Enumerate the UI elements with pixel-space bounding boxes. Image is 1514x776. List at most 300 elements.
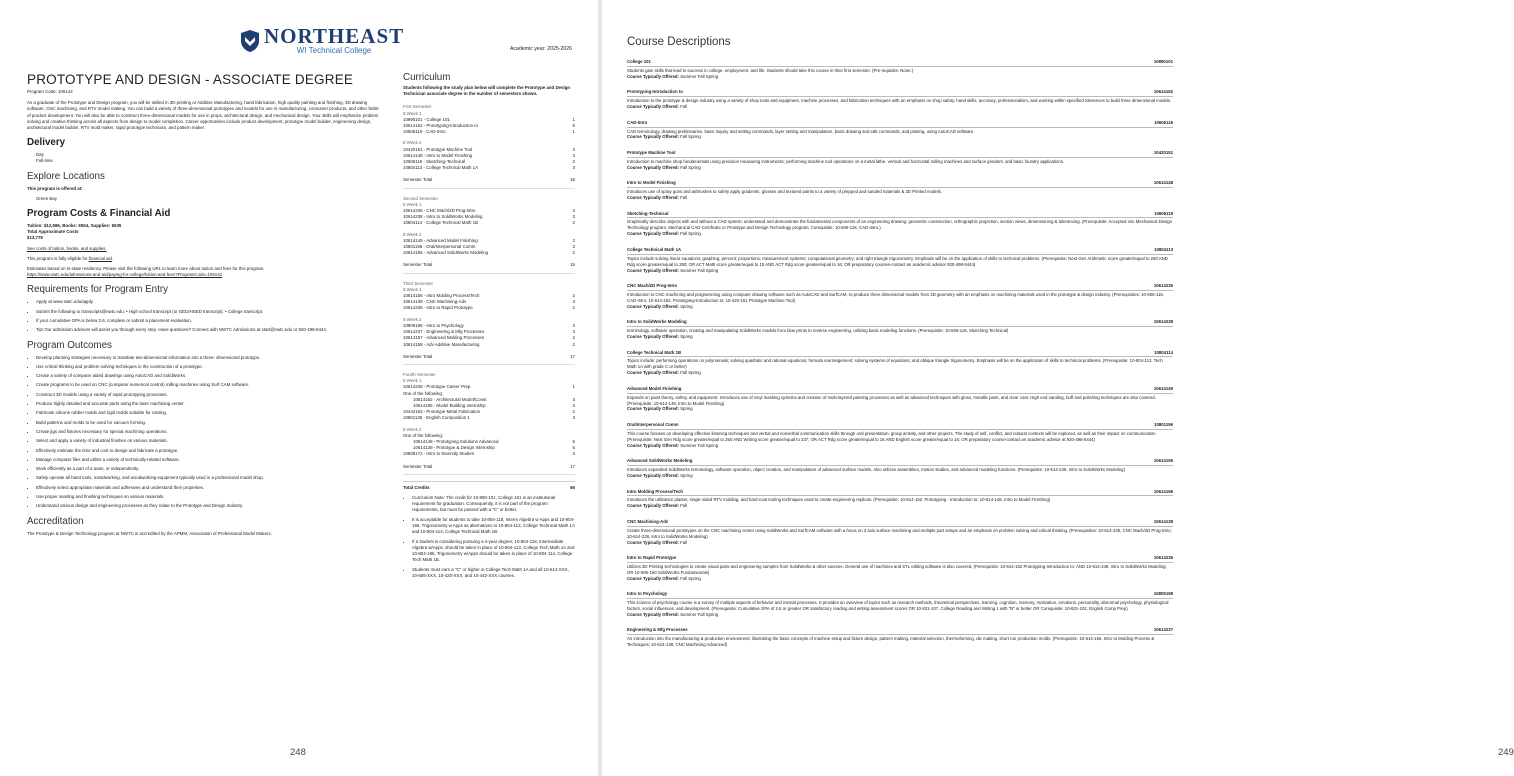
offered-label: Course Typically Offered: — [627, 575, 679, 581]
course-block — [627, 89, 1173, 110]
week-label: 8 Week 2 — [403, 426, 422, 432]
course-code: 10614235 — [1153, 283, 1173, 288]
program-description: As a graduate of the Prototype and Design program, you will be skilled in 3D printing or Additive Manufacturing, hand fabrication, high quality painting and finishing, 3D drawing software, CNC machining, and RTV model making. You can build a variety of three-dimensional prototypes and models for use in manufacturing, consumer products, and other fields of product development. You will also be able to construct three-dimensional models for use in props, architectural design, and mechanical design. Your skills will emphasize problem solving and creative thinking across all aspects from design to model completion. Career opportunities include product development, prototype model builder, engineering design, architectural model builder, RTV mold maker, rapid prototype technician, and pattern maker. — [27, 100, 379, 131]
curriculum-notes — [403, 495, 575, 579]
course-row — [403, 220, 575, 226]
course-header — [627, 247, 1173, 255]
course-credits: 2 — [572, 341, 575, 347]
course-block — [627, 489, 1173, 510]
costs-heading: Program Costs & Financial Aid — [27, 208, 171, 220]
course-desc: Utilizes 3D Printing technologies to create visual parts and engineering samples from SolidWorks & other sources. General use of machines and STL editing software is also covered. (Prerequisite: 10-614-152 Prototyping-Introduction to; AND 10-614-238, Intro to SolidWorks Modeling; OR 10-606-160 SolidWorks Fundamentals) — [627, 563, 1167, 575]
course-block — [627, 319, 1173, 340]
course-header — [627, 59, 1173, 67]
approx-costs-value: $13,775 — [27, 235, 43, 241]
left-page — [0, 0, 598, 776]
course-code: 10614149 — [1153, 385, 1173, 391]
offered-label: Course Typically Offered: — [627, 406, 679, 412]
course-name: 10804113 - College Technical Math 1A — [403, 165, 479, 171]
accreditation-heading: Accreditation — [27, 515, 84, 527]
offered-value: Fall — [680, 503, 688, 509]
course-desc: Create three-dimensional prototypes on the CNC machining center using SolidWorks and SurfCAM software with a focus on 3 axis surface machining and multiple part setups and an emphasis on problem solving and critical thinking. (Prerequisites: 10-614-235, CNC Mach/2D Prog-Intro; 10-614-238, Intro to SolidWorks Modeling) — [627, 527, 1172, 539]
course-title: Oral/Interpersonal Comm — [627, 421, 679, 427]
course-offered — [627, 304, 1173, 310]
tuition-line: Tuition: $12,686, Books: $554, Supplies: $535 — [27, 223, 122, 229]
logo-name: NORTHEAST — [264, 24, 405, 48]
course-row — [403, 342, 575, 348]
course-name: 10614157 - Advanced Molding Processes — [403, 335, 485, 341]
financial-aid-text: This program is fully eligible for — [27, 255, 89, 261]
course-credits: 2 — [572, 335, 575, 341]
offered-label: Course Typically Offered: — [627, 267, 679, 273]
course-offered — [627, 268, 1173, 274]
course-header — [627, 319, 1173, 327]
course-header — [627, 591, 1173, 599]
course-name: 10804114 - College Technical Math 1B — [403, 220, 479, 226]
course-offered — [627, 503, 1173, 509]
course-title: College Technical Math 1A — [627, 246, 682, 252]
course-header — [627, 350, 1173, 358]
course-name: One of the following: — [403, 432, 444, 438]
course-offered — [627, 370, 1173, 376]
course-name: 10614239 - Prototype Career Prep — [403, 384, 471, 390]
course-row — [403, 129, 575, 135]
course-code: 10614156 — [1153, 488, 1173, 494]
course-offered — [627, 612, 1173, 618]
course-credits: 3 — [572, 329, 575, 335]
course-header — [627, 489, 1173, 497]
course-block — [627, 120, 1173, 141]
course-code: 10614138 — [1153, 518, 1173, 524]
offered-value: Fall Spring — [680, 370, 701, 376]
outcome-item: • Safely operate all hand tools, metalworking, and woodworking equipment typically used in a professional model shop. — [36, 475, 382, 481]
offered-label: Course Typically Offered: — [627, 611, 679, 617]
curriculum-note: • It is acceptable for students to take 10-804-118, Interm Algebra w Apps and 10-804-196, Trigonometry w Apps as alternatives to 10-804-113, College Technical Math 1A and 10-804-114, College Technical Math 1B. — [412, 517, 575, 536]
course-credits: 3 — [572, 208, 575, 214]
offered-label: Course Typically Offered: — [627, 134, 679, 140]
outcome-item: • Build patterns and molds to be used for vacuum forming. — [36, 420, 382, 426]
total-credits-value: 65 — [570, 484, 575, 490]
semester-heading: Second Semester — [403, 195, 438, 201]
course-block — [627, 350, 1173, 377]
curriculum-note: • Students must earn a "C" or higher in College Tech Math 1A and all 10-614-XXX, 10-606-XXX, 10-420-XXX, and 10-442-XXX courses. — [412, 567, 575, 579]
course-title: College Technical Math 1B — [627, 349, 682, 355]
offered-label: Course Typically Offered: — [627, 104, 679, 110]
week-label: 8 Week 2 — [403, 140, 422, 146]
course-name: 10614156 - Intro Molding Process/Tech — [403, 293, 480, 299]
course-header — [627, 89, 1173, 97]
offered-label: Course Typically Offered: — [627, 370, 679, 376]
course-name: 10606116 - CAD-Intro — [403, 129, 446, 135]
offered-at-label: This program is offered at: — [27, 185, 83, 191]
course-desc: Expands on paint theory, safety, and equipment. Introduces use of vinyl masking systems and creation of multi-layered painting processes as well as advanced techniques with gloss, metallic paint, and clear coat. High end sanding, buff and polishing techniques are also covered. (Prerequisite: 10-614-148, Intro to Model Finishing) — [627, 394, 1156, 406]
course-header — [627, 555, 1173, 563]
course-block — [627, 458, 1173, 479]
requirement-item: • Apply at www.nwtc.edu/apply. — [36, 299, 382, 305]
requirement-item: • Submit the following to transcripts@nwtc.edu: • High school transcript (or GED/HSED transcript). • College transcript. — [36, 309, 382, 315]
course-desc: Introduction to the prototype & design industry using a variety of shop tools and equipment, machine processes, and fabrication techniques with an emphasis on shop safety, hand skills, accuracy, professionalism, and working within specified tolerances to build three dimensional models. — [627, 98, 1172, 104]
course-header — [627, 458, 1173, 466]
shield-icon — [240, 29, 260, 53]
see-costs-link[interactable]: See costs of tuition, books, and supplies. — [27, 245, 107, 251]
course-title: CNC Mach/2D Prog-Intro — [627, 283, 678, 288]
course-list — [627, 59, 1173, 648]
requirements-list — [27, 299, 382, 333]
page-number-right: 249 — [1498, 747, 1514, 758]
outcome-item: • Manage computer files and utilize a variety of technically-related software. — [36, 457, 382, 463]
course-desc: Introduction to CNC machining and programming using computer drawing software such as AutoCAD and SurfCAM, to produce three dimensional models from 2D geometry with an emphasis on machining materials used in the prototype & design industry. (Prerequisites: 10-606-116, CAD-Intro; 10-614-152, Prototyping-Introduction to; 10-420-151 Prototype Machine Tool) — [627, 291, 1164, 303]
course-credits: 2 — [572, 409, 575, 415]
course-title: Intro to SolidWorks Modeling — [627, 319, 687, 325]
offered-value: Fall Spring — [680, 231, 701, 237]
course-credits: 2 — [572, 250, 575, 256]
course-descriptions — [627, 36, 1173, 658]
semester-total-row — [403, 177, 575, 188]
academic-year: Academic year: 2025-2026 — [510, 46, 572, 52]
outcome-item: • Effectively select appropriate materials and adhesives and understand their properties. — [36, 485, 382, 491]
course-name: 10614158 - Adv Additive Manufacturing — [403, 341, 480, 347]
outcome-item: • Produce highly detailed and accurate parts using the laser machining center. — [36, 401, 382, 407]
tuition-url-link[interactable]: https://www.nwtc.edu/admissions-and-aid/paying-for-college/tuition-and-fees?ProgramCode=106142 — [27, 272, 223, 278]
page-number-left: 248 — [290, 747, 306, 758]
course-desc: Introduces the utilization plaster, single sided RTV molding, and hard-coat tooling techniques used to create engineering replicas. (Prerequisite: 10-614-152, Prototyping - Introduction to; 10-614-148, Intro to Model Finishing) — [627, 497, 1051, 503]
week-label: 8 Week 1 — [403, 286, 422, 292]
course-offered — [627, 576, 1173, 582]
course-desc: Introduces use of spray guns and airbrushes to safely apply gradients, glosses and textured paints to a variety of prepped and sanded materials & 3D Printed models. — [627, 189, 943, 195]
offered-label: Course Typically Offered: — [627, 503, 679, 509]
course-name: 10809198 - Intro to Psychology — [403, 322, 464, 328]
week-label: 8 Week 1 — [403, 201, 422, 207]
course-title: Engineering & Mfg Processes — [627, 627, 688, 633]
course-header — [627, 627, 1173, 635]
requirement-item: • If your cumulative GPA is below 2.6, complete or submit a placement evaluation. — [36, 318, 382, 324]
course-block — [627, 247, 1173, 274]
course-credits: 3 — [572, 244, 575, 250]
offered-label: Course Typically Offered: — [627, 195, 679, 201]
course-name: 10420151 - Prototype Machine Tool — [403, 146, 473, 152]
outcome-item: • Construct 3D models using a variety of rapid prototyping processes. — [36, 392, 382, 398]
outcome-item: • Develop planning strategies necessary to translate two-dimensional information into a three- dimensional prototype. — [36, 355, 382, 361]
course-offered — [627, 443, 1173, 449]
course-code: 10614152 — [1153, 89, 1173, 95]
course-name: 10801136 - English Composition 1 — [403, 415, 470, 421]
outcome-item: • Select and apply a variety of industrial finishes on various materials. — [36, 438, 382, 444]
offered-label: Course Typically Offered: — [627, 73, 679, 79]
course-name: 10614148 - Prototyping Solutions Advanced — [413, 438, 499, 444]
curriculum-intro: Students following the study plan below will complete the Prototype and Design Technician associate degree in the number of semesters shown. — [403, 85, 571, 97]
course-name: 10809172 - Intro to Diversity Studies — [403, 451, 475, 457]
course-desc: CAD terminology, drawing preliminaries, basic inquiry and setting commands, layer setting and manipulation, basic drawing and edit commands, and plotting, using AutoCAD software. — [627, 128, 975, 134]
course-block — [627, 211, 1173, 238]
offered-value: Fall Spring — [680, 164, 701, 170]
course-desc: Introduces expanded SolidWorks terminology, software operation, object creation, and manipulation of advanced surface models. Also utilizes assemblies, motion studies, and advanced modeling functions. (Prerequisite: 10-614-238, Intro to SolidWorks Modeling) — [627, 467, 1125, 473]
course-name: 10614237 - Engineering & Mfg Processes — [403, 329, 485, 335]
course-credits: 3 — [572, 396, 575, 402]
estimates-text: Estimates based on in-state residency. Please visit the following URL to learn more about tuition and fees for this program. — [27, 266, 265, 272]
course-title: Prototype Machine Tool — [627, 149, 676, 155]
logo-subtitle: WI Technical College — [296, 46, 372, 55]
course-title: Intro Molding Process/Tech — [627, 488, 684, 494]
offered-value: Summer Fall Spring — [680, 73, 719, 79]
course-code: 10890101 — [1153, 59, 1173, 64]
course-code: 10804113 — [1154, 246, 1173, 252]
course-title: Advanced Model Finishing — [627, 385, 682, 391]
course-title: Intro to Psychology — [627, 591, 668, 597]
course-credits: 3 — [572, 165, 575, 171]
course-code: 10614155 — [1153, 458, 1173, 464]
course-credits: 3 — [572, 299, 575, 305]
course-code: 10614148 — [1153, 180, 1173, 186]
course-desc: terminology, software operation, creating and manipulating SolidWorks models from blue prints to reverse engineering, utilizing basic modeling functions. (Prerequisite: 10-606-119, Sketching Technical) — [627, 328, 1009, 334]
course-desc: An introduction into the manufacturing & production environment; illustrating the basic concepts of machine setup and fixture design, pattern making, material selection, thermoforming, die making, short run production molds. (Prerequisite: 10-614-156, Intro to Molding Process & Techniques; 10-614-138, CNC Machining Advanced) — [627, 636, 1155, 648]
course-desc: Topics include: performing operations on polynomials; solving quadratic and rational equations; formula rearrangement; solving systems of equations; and oblique triangle trigonometry. Emphasis will be on the application of skills to technical problems. (Prerequisite: 10-804-113, Tech Math 1A with grade C or better) — [627, 358, 1163, 370]
course-row — [403, 250, 575, 256]
course-name: 10614139 - Prototype & Design Internship — [413, 445, 495, 451]
semester-total-value: 17 — [570, 463, 575, 469]
semester-heading: Fourth Semester — [403, 371, 436, 377]
offered-value: Spring — [680, 303, 693, 309]
course-credits: 5 — [572, 123, 575, 129]
semester-total-value: 17 — [570, 353, 575, 359]
semester-total-label: Semester Total — [403, 177, 433, 183]
course-block — [627, 591, 1173, 618]
course-block — [627, 519, 1173, 546]
course-header — [627, 180, 1173, 188]
offered-label: Course Typically Offered: — [627, 164, 679, 170]
semester-total-value: 15 — [570, 262, 575, 268]
course-name: 10606119 - Sketching-Technical — [403, 159, 466, 165]
course-credits: 3 — [572, 451, 575, 457]
course-name: 10614195 - Model Building Internship — [413, 402, 486, 408]
course-header — [627, 120, 1173, 128]
offered-value: Summer Fall Spring — [680, 611, 719, 617]
course-block — [627, 283, 1173, 310]
outcomes-heading: Program Outcomes — [27, 339, 112, 351]
outcome-item: • Use proper sanding and finishing techniques on various materials. — [36, 494, 382, 500]
course-offered — [627, 74, 1173, 80]
course-desc: Topics include solving linear equations; graphing; percent; proportions; measurement systems; computational geometry; and right triangle trigonometry. Emphasis will be on the application of skills to technical problems. (Prerequisite: Next Gen Arithmetic score greater/equal to 250 AND Rdg score greater/equal to 250; OR ACT Math score greater/equal to 15 AND ACT Rdg score greater/equal to 16; OR preparatory courses-contact an academic advisor 920-498-5444) — [627, 255, 1168, 267]
offered-label: Course Typically Offered: — [627, 539, 679, 545]
semester-total-value: 18 — [570, 177, 575, 183]
course-desc: This science of psychology course is a survey of multiple aspects of behavior and mental processes. It provides an overview of topics such as research methods, theoretical perspectives, learning, cognition, memory, motivation, emotions, personality, abnormal psychology, physiological factors, social influences, and development. (Prerequisite: Cumulative GPA of 2.6 or greater OR satisfactory reading and writing assessment scores OR 10-831-107, College Reading and Writing 1 with "B" or better OR Corequisite: 10-831-102, English Comp Prep) — [627, 600, 1169, 612]
outcome-item: • Understand various design and engineering processes as they relate to the Prototype and Design Industry. — [36, 503, 382, 509]
curriculum-column — [403, 72, 575, 582]
course-credits: 3 — [572, 415, 575, 421]
course-title: Sketching-Technical — [627, 210, 669, 216]
offered-value: Summer Fall Spring — [680, 442, 719, 448]
course-header — [627, 386, 1173, 394]
semester-total-label: Semester Total — [403, 353, 433, 359]
week-label: 8 Week 2 — [403, 316, 422, 322]
course-credits: 2 — [572, 305, 575, 311]
offered-label: Course Typically Offered: — [627, 473, 679, 478]
outcome-item: • Effectively estimate the time and cost to design and fabricate a prototype. — [36, 448, 382, 454]
course-name: 10890101 - College 101 — [403, 116, 450, 122]
course-name: 10614238 - Intro to SolidWorks Modeling — [403, 214, 483, 220]
offered-value: Spring — [680, 473, 693, 478]
course-row — [403, 305, 575, 311]
offered-label: Course Typically Offered: — [627, 303, 679, 309]
course-name: 10614162 - Architectural Model/Const — [413, 396, 487, 402]
delivery-item: Day — [36, 152, 44, 158]
course-title: CNC Machining-Adv — [627, 518, 669, 524]
course-credits: 2 — [572, 237, 575, 243]
semester-total-row — [403, 262, 575, 273]
course-code: 10606116 — [1154, 119, 1173, 125]
right-page — [602, 0, 1514, 776]
course-title: Advanced SolidWorks Modeling — [627, 458, 693, 464]
curriculum-note: • If a student is considering pursuing a 4-year degree, 10-804-118, Intermediate Algebra w/Apps, should be taken in place of 10-804-113, College Tech Math 1A and 10-804-196, Trigonometry w/Apps should be taken in place of 10-804-114, College Tech Math 1B. — [412, 539, 575, 564]
requirements-heading: Requirements for Program Entry — [27, 284, 169, 296]
week-label: 8 Week 1 — [403, 110, 422, 116]
outcome-item: • Create programs to be used on CNC (computer numerical control) milling machines using Surf CAM software. — [36, 382, 382, 388]
offered-value: Spring — [680, 406, 693, 412]
course-offered — [627, 334, 1173, 340]
program-title: PROTOTYPE AND DESIGN - ASSOCIATE DEGREE — [27, 72, 354, 87]
program-code: Program Code: 106142 — [27, 89, 73, 94]
semester-heading: Third Semester — [403, 280, 434, 286]
course-name: 10614149 - Advanced Model Finishing — [403, 237, 478, 243]
offered-value: Fall — [680, 104, 688, 110]
course-block — [627, 386, 1173, 413]
total-credits-row — [403, 481, 575, 491]
course-desc: Graphically describe objects with and without a CAD system; understand and demonstrate the fundamental components of an engineering drawing: geometric construction, orthographic projection, section views, dimensioning & tolerancing. (Prerequisite: Accepted into Mechanical Design Technology program, Mechanical CAD Certificate or Prototype and Design Technology program; Corequisite: 10-606-116, CAD-Intro.) — [627, 219, 1173, 231]
course-code: 10809198 — [1153, 591, 1173, 597]
course-header — [627, 519, 1173, 527]
offered-value: Fall — [680, 195, 688, 201]
financial-aid-link[interactable]: financial aid — [88, 255, 112, 261]
course-name: 10801196 - Oral/Interpersonal Comm — [403, 244, 476, 250]
course-offered — [627, 134, 1173, 140]
course-code: 10804114 — [1154, 349, 1173, 355]
course-credits: 2 — [572, 159, 575, 165]
course-name: 10614235 - CNC Mach/2D Prog-Intro — [403, 208, 476, 214]
descriptions-heading: Course Descriptions — [627, 36, 731, 48]
week-label: 8 Week 1 — [403, 378, 422, 384]
course-code: 10614236 — [1153, 555, 1173, 561]
course-credits: 3 — [572, 322, 575, 328]
course-code: 10606119 — [1154, 210, 1173, 216]
course-name: 10614148 - Intro to Model Finishing — [403, 152, 473, 158]
course-name: One of the following: — [403, 390, 444, 396]
location-item: Green Bay — [36, 195, 57, 201]
course-desc: Students gain skills that lead to success in college, employment, and life. Students should take this course in their first semester. (Pre-requisite: None.) — [627, 67, 914, 73]
course-credits: 2 — [572, 220, 575, 226]
program-column — [27, 72, 382, 537]
accreditation-text: The Prototype & Design Technology program at NWTC is accredited by the APMM, Association of Professional Model Makers. — [27, 530, 272, 536]
semester-list — [403, 104, 575, 474]
delivery-item: Full-time — [36, 158, 53, 164]
course-name: 10614236 - Intro to Rapid Prototype — [403, 305, 473, 311]
course-credits: 1 — [572, 384, 575, 390]
course-credits: 3 — [572, 402, 575, 408]
course-title: Intro to Model Finishing — [627, 180, 676, 186]
course-header — [627, 422, 1173, 430]
course-code: 10614238 — [1153, 319, 1173, 325]
course-desc: Introduction to machine shop fundamentals using precision measuring instruments; performing machine tool operations on a metal lathe, vertical and horizontal milling machines and surface grinders; and basic foundry applications. — [627, 158, 1065, 164]
course-name: 10614155 - Advanced SolidWorks Modeling — [403, 250, 489, 256]
course-title: CAD-Intro — [627, 119, 648, 125]
curriculum-heading: Curriculum — [403, 72, 451, 83]
semester-total-row — [403, 354, 575, 365]
course-name: 10614138 - CNC Machining-Adv — [403, 299, 467, 305]
requirement-item: • Tip! Our admission advisors will assist you through every step. Have questions? Connect with NWTC Admissions at start@nwtc.edu or 920-498-5444. — [36, 327, 382, 333]
course-offered — [627, 406, 1173, 412]
course-name: 10614152 - Prototyping-Introduction to — [403, 123, 478, 129]
course-credits: 1 — [572, 116, 575, 122]
semester-total-label: Semester Total — [403, 262, 433, 268]
offered-label: Course Typically Offered: — [627, 334, 679, 340]
outcome-item: • Use critical thinking and problem solving techniques in the construction of a prototype. — [36, 364, 382, 370]
outcome-item: • Fabricate silicone rubber molds and rigid molds suitable for casting. — [36, 410, 382, 416]
semester-total-row — [403, 464, 575, 475]
course-block — [627, 150, 1173, 171]
course-header — [627, 211, 1173, 219]
course-title: College 101 — [627, 59, 651, 64]
course-credits: 5 — [572, 438, 575, 444]
offered-value: Summer Fall Spring — [680, 267, 719, 273]
course-offered — [627, 104, 1173, 110]
course-credits: 2 — [572, 293, 575, 299]
course-offered — [627, 195, 1173, 201]
course-name: 10442153 - Prototype Metal Fabrication — [403, 409, 481, 415]
course-credits: 3 — [572, 214, 575, 220]
course-offered — [627, 473, 1173, 479]
semester-heading: First Semester — [403, 104, 432, 110]
course-credits: 3 — [572, 146, 575, 152]
offered-label: Course Typically Offered: — [627, 231, 679, 237]
course-header — [627, 283, 1173, 291]
offered-label: Course Typically Offered: — [627, 442, 679, 448]
course-code: 10614237 — [1153, 627, 1173, 633]
course-offered — [627, 540, 1173, 546]
course-offered — [627, 165, 1173, 171]
course-row — [403, 415, 575, 421]
course-block — [627, 180, 1173, 201]
course-block — [627, 422, 1173, 449]
college-logo — [240, 26, 404, 55]
course-code: 10420151 — [1153, 149, 1173, 155]
outcome-item: • Create a variety of computer aided drawings using AutoCAD and SolidWorks. — [36, 373, 382, 379]
offered-value: Fall — [680, 539, 688, 545]
semester-total-label: Semester Total — [403, 463, 433, 469]
approx-costs-label: Total Approximate Costs — [27, 229, 79, 235]
course-header — [627, 150, 1173, 158]
outcomes-list — [27, 355, 382, 510]
outcome-item: • Create jigs and fixtures necessary for special machining operations. — [36, 429, 382, 435]
course-block — [627, 627, 1173, 648]
offered-value: Fall Spring — [680, 575, 701, 581]
offered-value: Spring — [680, 334, 693, 340]
week-label: 8 Week 2 — [403, 231, 422, 237]
delivery-heading: Delivery — [27, 137, 66, 149]
course-offered — [627, 231, 1173, 237]
locations-heading: Explore Locations — [27, 170, 105, 182]
course-desc: This course focuses on developing effective listening techniques and verbal and nonverbal communication skills through oral presentation, group activity, and other projects. The study of self, conflict, and cultural contexts will be explored, as well as their impact on communication. (Prerequisite: Next Gen Rdg score greater/equal to 250 AND Writing score greater/equal to 237; OR ACT Rdg score greater/equal to 16 AND English score greater/equal to 16; OR preparatory course-contact an academic advisor at 920-498-5444) — [627, 430, 1157, 442]
course-credits: 1 — [572, 129, 575, 135]
course-row — [403, 165, 575, 171]
offered-value: Fall Spring — [680, 134, 701, 140]
course-block — [627, 555, 1173, 582]
course-credits: 5 — [572, 445, 575, 451]
course-code: 10801196 — [1154, 421, 1173, 427]
course-title: Intro to Rapid Prototype — [627, 555, 677, 561]
course-row — [403, 451, 575, 457]
course-block — [627, 59, 1173, 80]
course-credits: 3 — [572, 152, 575, 158]
curriculum-note: • Curriculum Note: The credit for 10-890-101, College 101 is an institutional requirement for graduation. Consequently, it is not part of the program requirements, but must be passed with a "C" or better. — [412, 495, 575, 514]
financial-aid-line: This program is fully eligible for financial aid. — [27, 255, 114, 261]
course-title: Prototyping-Introduction to — [627, 89, 683, 95]
